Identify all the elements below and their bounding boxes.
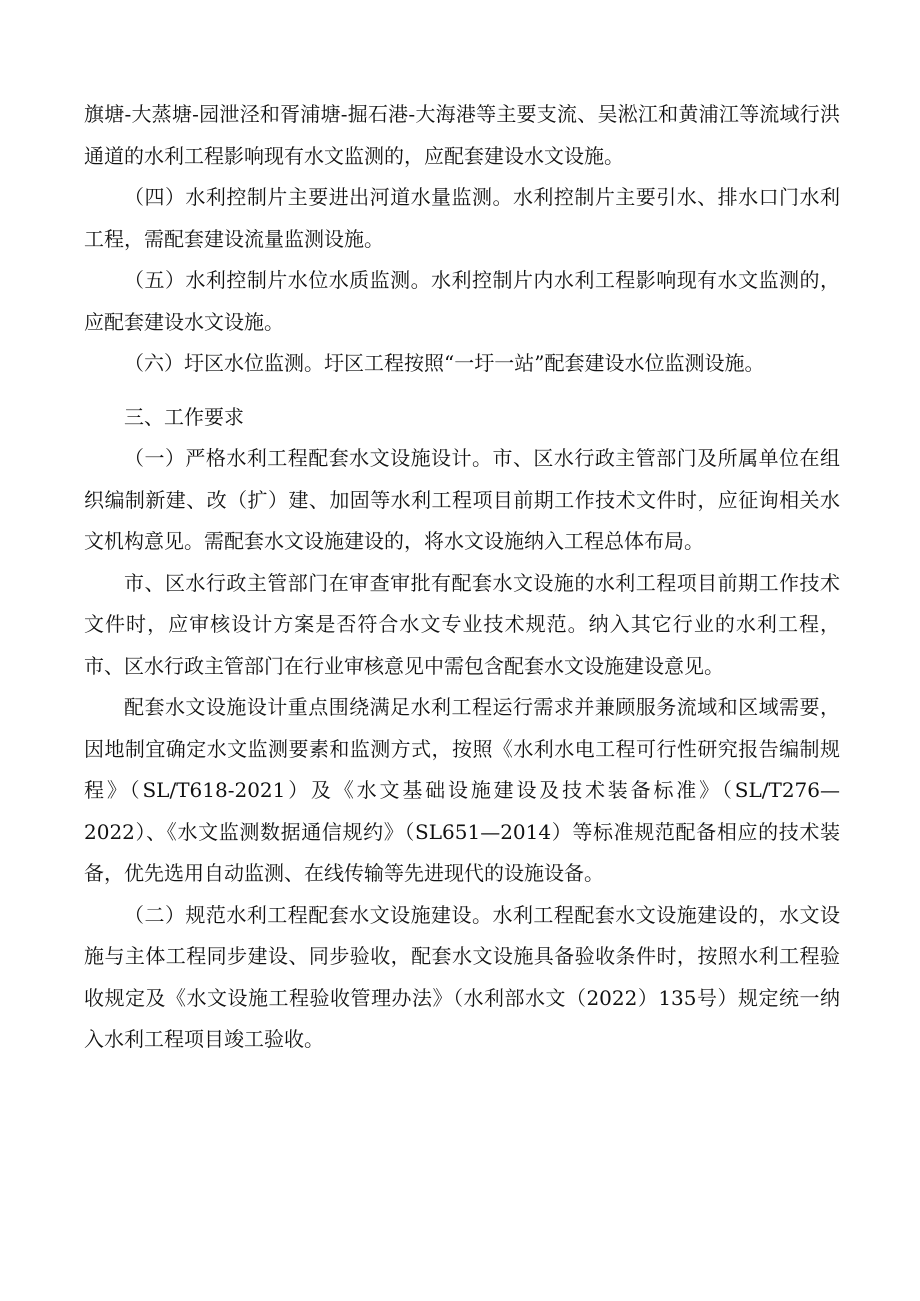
section-heading: 三、工作要求 — [124, 404, 244, 429]
paragraph-requirement-1-review: 市、区水行政主管部门在审查审批有配套水文设施的水利工程项目前期工作技术文件时，应审核设计方案是否符合水文专业技术规范。纳入其它行业的水利工程，市、区水行政主管部门在行业审核意见中需包含配套水文设施建设意见。 — [84, 570, 840, 678]
paragraph-requirement-1: （一）严格水利工程配套水文设施设计。市、区水行政主管部门及所属单位在组织编制新建、改（扩）建、加固等水利工程项目前期工作技术文件时，应征询相关水文机构意见。需配套水文设施建设的，将水文设施纳入工程总体布局。 — [84, 446, 840, 553]
paragraph-item-5: （五）水利控制片水位水质监测。水利控制片内水利工程影响现有水文监测的，应配套建设水文设施。 — [84, 268, 840, 334]
document-page — [84, 94, 840, 1061]
paragraph-requirement-1-design: 配套水文设施设计重点围绕满足水利工程运行需求并兼顾服务流域和区域需要，因地制宜确定水文监测要素和监测方式，按照《水利水电工程可行性研究报告编制规程》（SL/T618-2021）及《水文基础设施建设及技术装备标准》（SL/T276—2022）、《水文监测数据通信规约》（SL651—2014）等标准规范配备相应的技术装备，优先选用自动监测、在线传输等先进现代的设施设备。 — [84, 695, 840, 885]
paragraph-item-4: （四）水利控制片主要进出河道水量监测。水利控制片主要引水、排水口门水利工程，需配套建设流量监测设施。 — [84, 185, 840, 251]
paragraph-item-6: （六）圩区水位监测。圩区工程按照“一圩一站”配套建设水位监测设施。 — [124, 351, 765, 375]
paragraph-requirement-2: （二）规范水利工程配套水文设施建设。水利工程配套水文设施建设的，水文设施与主体工程同步建设、同步验收，配套水文设施具备验收条件时，按照水利工程验收规定及《水文设施工程验收管理办法》（水利部水文（2022）135号）规定统一纳入水利工程项目竣工验收。 — [84, 902, 840, 1051]
paragraph-continuation: 旗塘-大蒸塘-园泄泾和胥浦塘-掘石港-大海港等主要支流、吴淞江和黄浦江等流域行洪通道的水利工程影响现有水文监测的，应配套建设水文设施。 — [84, 102, 840, 168]
